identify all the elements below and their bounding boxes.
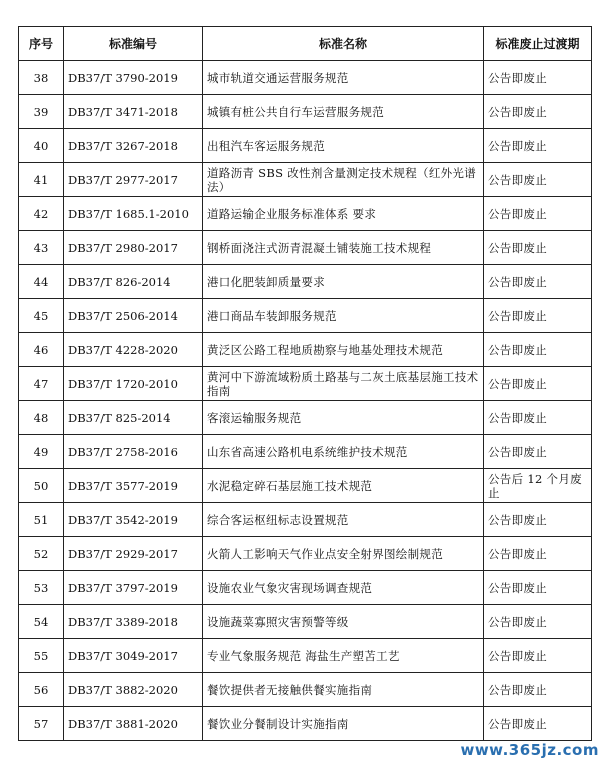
cell-seq: 57 <box>19 707 64 741</box>
cell-name: 城市轨道交通运营服务规范 <box>203 61 484 95</box>
table-row <box>19 537 592 571</box>
cell-status: 公告即废止 <box>484 163 592 197</box>
header-name: 标准名称 <box>203 27 484 61</box>
table-row <box>19 163 592 197</box>
cell-seq: 44 <box>19 265 64 299</box>
table-row <box>19 571 592 605</box>
cell-status: 公告即废止 <box>484 605 592 639</box>
cell-code: DB37/T 3471-2018 <box>64 95 203 129</box>
cell-status: 公告即废止 <box>484 367 592 401</box>
cell-name: 出租汽车客运服务规范 <box>203 129 484 163</box>
table-row <box>19 639 592 673</box>
table-row <box>19 435 592 469</box>
cell-status: 公告即废止 <box>484 95 592 129</box>
table-row <box>19 503 592 537</box>
site-watermark: www.365jz.com <box>460 741 599 759</box>
cell-name: 黄泛区公路工程地质勘察与地基处理技术规范 <box>203 333 484 367</box>
table-row <box>19 129 592 163</box>
cell-name: 钢桥面浇注式沥青混凝土铺装施工技术规程 <box>203 231 484 265</box>
cell-name: 综合客运枢纽标志设置规范 <box>203 503 484 537</box>
table-row <box>19 95 592 129</box>
cell-code: DB37/T 1685.1-2010 <box>64 197 203 231</box>
cell-status: 公告即废止 <box>484 537 592 571</box>
cell-code: DB37/T 3882-2020 <box>64 673 203 707</box>
cell-code: DB37/T 3049-2017 <box>64 639 203 673</box>
table-row <box>19 367 592 401</box>
table-row <box>19 197 592 231</box>
cell-code: DB37/T 2506-2014 <box>64 299 203 333</box>
cell-seq: 45 <box>19 299 64 333</box>
cell-code: DB37/T 3267-2018 <box>64 129 203 163</box>
header-status: 标准废止过渡期 <box>484 27 592 61</box>
cell-status: 公告即废止 <box>484 61 592 95</box>
cell-code: DB37/T 2980-2017 <box>64 231 203 265</box>
cell-code: DB37/T 1720-2010 <box>64 367 203 401</box>
table-row <box>19 673 592 707</box>
cell-seq: 39 <box>19 95 64 129</box>
cell-seq: 55 <box>19 639 64 673</box>
table-row <box>19 333 592 367</box>
table-row <box>19 265 592 299</box>
cell-code: DB37/T 3790-2019 <box>64 61 203 95</box>
cell-seq: 38 <box>19 61 64 95</box>
table-row <box>19 605 592 639</box>
cell-code: DB37/T 3389-2018 <box>64 605 203 639</box>
cell-name: 餐饮提供者无接触供餐实施指南 <box>203 673 484 707</box>
cell-name: 道路运输企业服务标准体系 要求 <box>203 197 484 231</box>
table-row <box>19 231 592 265</box>
cell-name: 港口商品车装卸服务规范 <box>203 299 484 333</box>
table-row <box>19 707 592 741</box>
cell-code: DB37/T 4228-2020 <box>64 333 203 367</box>
cell-code: DB37/T 2929-2017 <box>64 537 203 571</box>
cell-seq: 54 <box>19 605 64 639</box>
cell-seq: 41 <box>19 163 64 197</box>
cell-status: 公告即废止 <box>484 265 592 299</box>
cell-name: 港口化肥装卸质量要求 <box>203 265 484 299</box>
standards-table <box>18 26 592 741</box>
cell-status: 公告即废止 <box>484 401 592 435</box>
cell-seq: 50 <box>19 469 64 503</box>
cell-status: 公告后 12 个月废止 <box>484 469 592 503</box>
cell-status: 公告即废止 <box>484 299 592 333</box>
cell-name: 黄河中下游流域粉质土路基与二灰土底基层施工技术指南 <box>203 367 484 401</box>
cell-seq: 51 <box>19 503 64 537</box>
cell-code: DB37/T 2758-2016 <box>64 435 203 469</box>
table-row <box>19 61 592 95</box>
header-code: 标准编号 <box>64 27 203 61</box>
cell-name: 火箭人工影响天气作业点安全射界图绘制规范 <box>203 537 484 571</box>
cell-status: 公告即废止 <box>484 197 592 231</box>
cell-seq: 47 <box>19 367 64 401</box>
cell-status: 公告即废止 <box>484 503 592 537</box>
cell-status: 公告即废止 <box>484 333 592 367</box>
cell-seq: 49 <box>19 435 64 469</box>
cell-code: DB37/T 3577-2019 <box>64 469 203 503</box>
cell-seq: 56 <box>19 673 64 707</box>
cell-code: DB37/T 825-2014 <box>64 401 203 435</box>
cell-status: 公告即废止 <box>484 435 592 469</box>
cell-code: DB37/T 2977-2017 <box>64 163 203 197</box>
cell-code: DB37/T 3881-2020 <box>64 707 203 741</box>
table-row <box>19 469 592 503</box>
cell-name: 餐饮业分餐制设计实施指南 <box>203 707 484 741</box>
cell-name: 客滚运输服务规范 <box>203 401 484 435</box>
table-row <box>19 401 592 435</box>
cell-seq: 40 <box>19 129 64 163</box>
cell-status: 公告即废止 <box>484 673 592 707</box>
table-body <box>19 61 592 741</box>
cell-name: 专业气象服务规范 海盐生产塑苫工艺 <box>203 639 484 673</box>
table-header <box>19 27 592 61</box>
cell-code: DB37/T 826-2014 <box>64 265 203 299</box>
cell-name: 水泥稳定碎石基层施工技术规范 <box>203 469 484 503</box>
cell-name: 设施农业气象灾害现场调查规范 <box>203 571 484 605</box>
cell-seq: 46 <box>19 333 64 367</box>
cell-code: DB37/T 3797-2019 <box>64 571 203 605</box>
cell-name: 设施蔬菜寡照灾害预警等级 <box>203 605 484 639</box>
cell-name: 城镇有桩公共自行车运营服务规范 <box>203 95 484 129</box>
cell-seq: 42 <box>19 197 64 231</box>
header-row <box>19 27 592 61</box>
header-seq: 序号 <box>19 27 64 61</box>
cell-status: 公告即废止 <box>484 571 592 605</box>
cell-seq: 43 <box>19 231 64 265</box>
cell-seq: 52 <box>19 537 64 571</box>
cell-status: 公告即废止 <box>484 231 592 265</box>
cell-code: DB37/T 3542-2019 <box>64 503 203 537</box>
cell-seq: 53 <box>19 571 64 605</box>
cell-status: 公告即废止 <box>484 639 592 673</box>
table-row <box>19 299 592 333</box>
cell-name: 道路沥青 SBS 改性剂含量测定技术规程（红外光谱法） <box>203 163 484 197</box>
cell-status: 公告即废止 <box>484 707 592 741</box>
cell-status: 公告即废止 <box>484 129 592 163</box>
cell-name: 山东省高速公路机电系统维护技术规范 <box>203 435 484 469</box>
cell-seq: 48 <box>19 401 64 435</box>
